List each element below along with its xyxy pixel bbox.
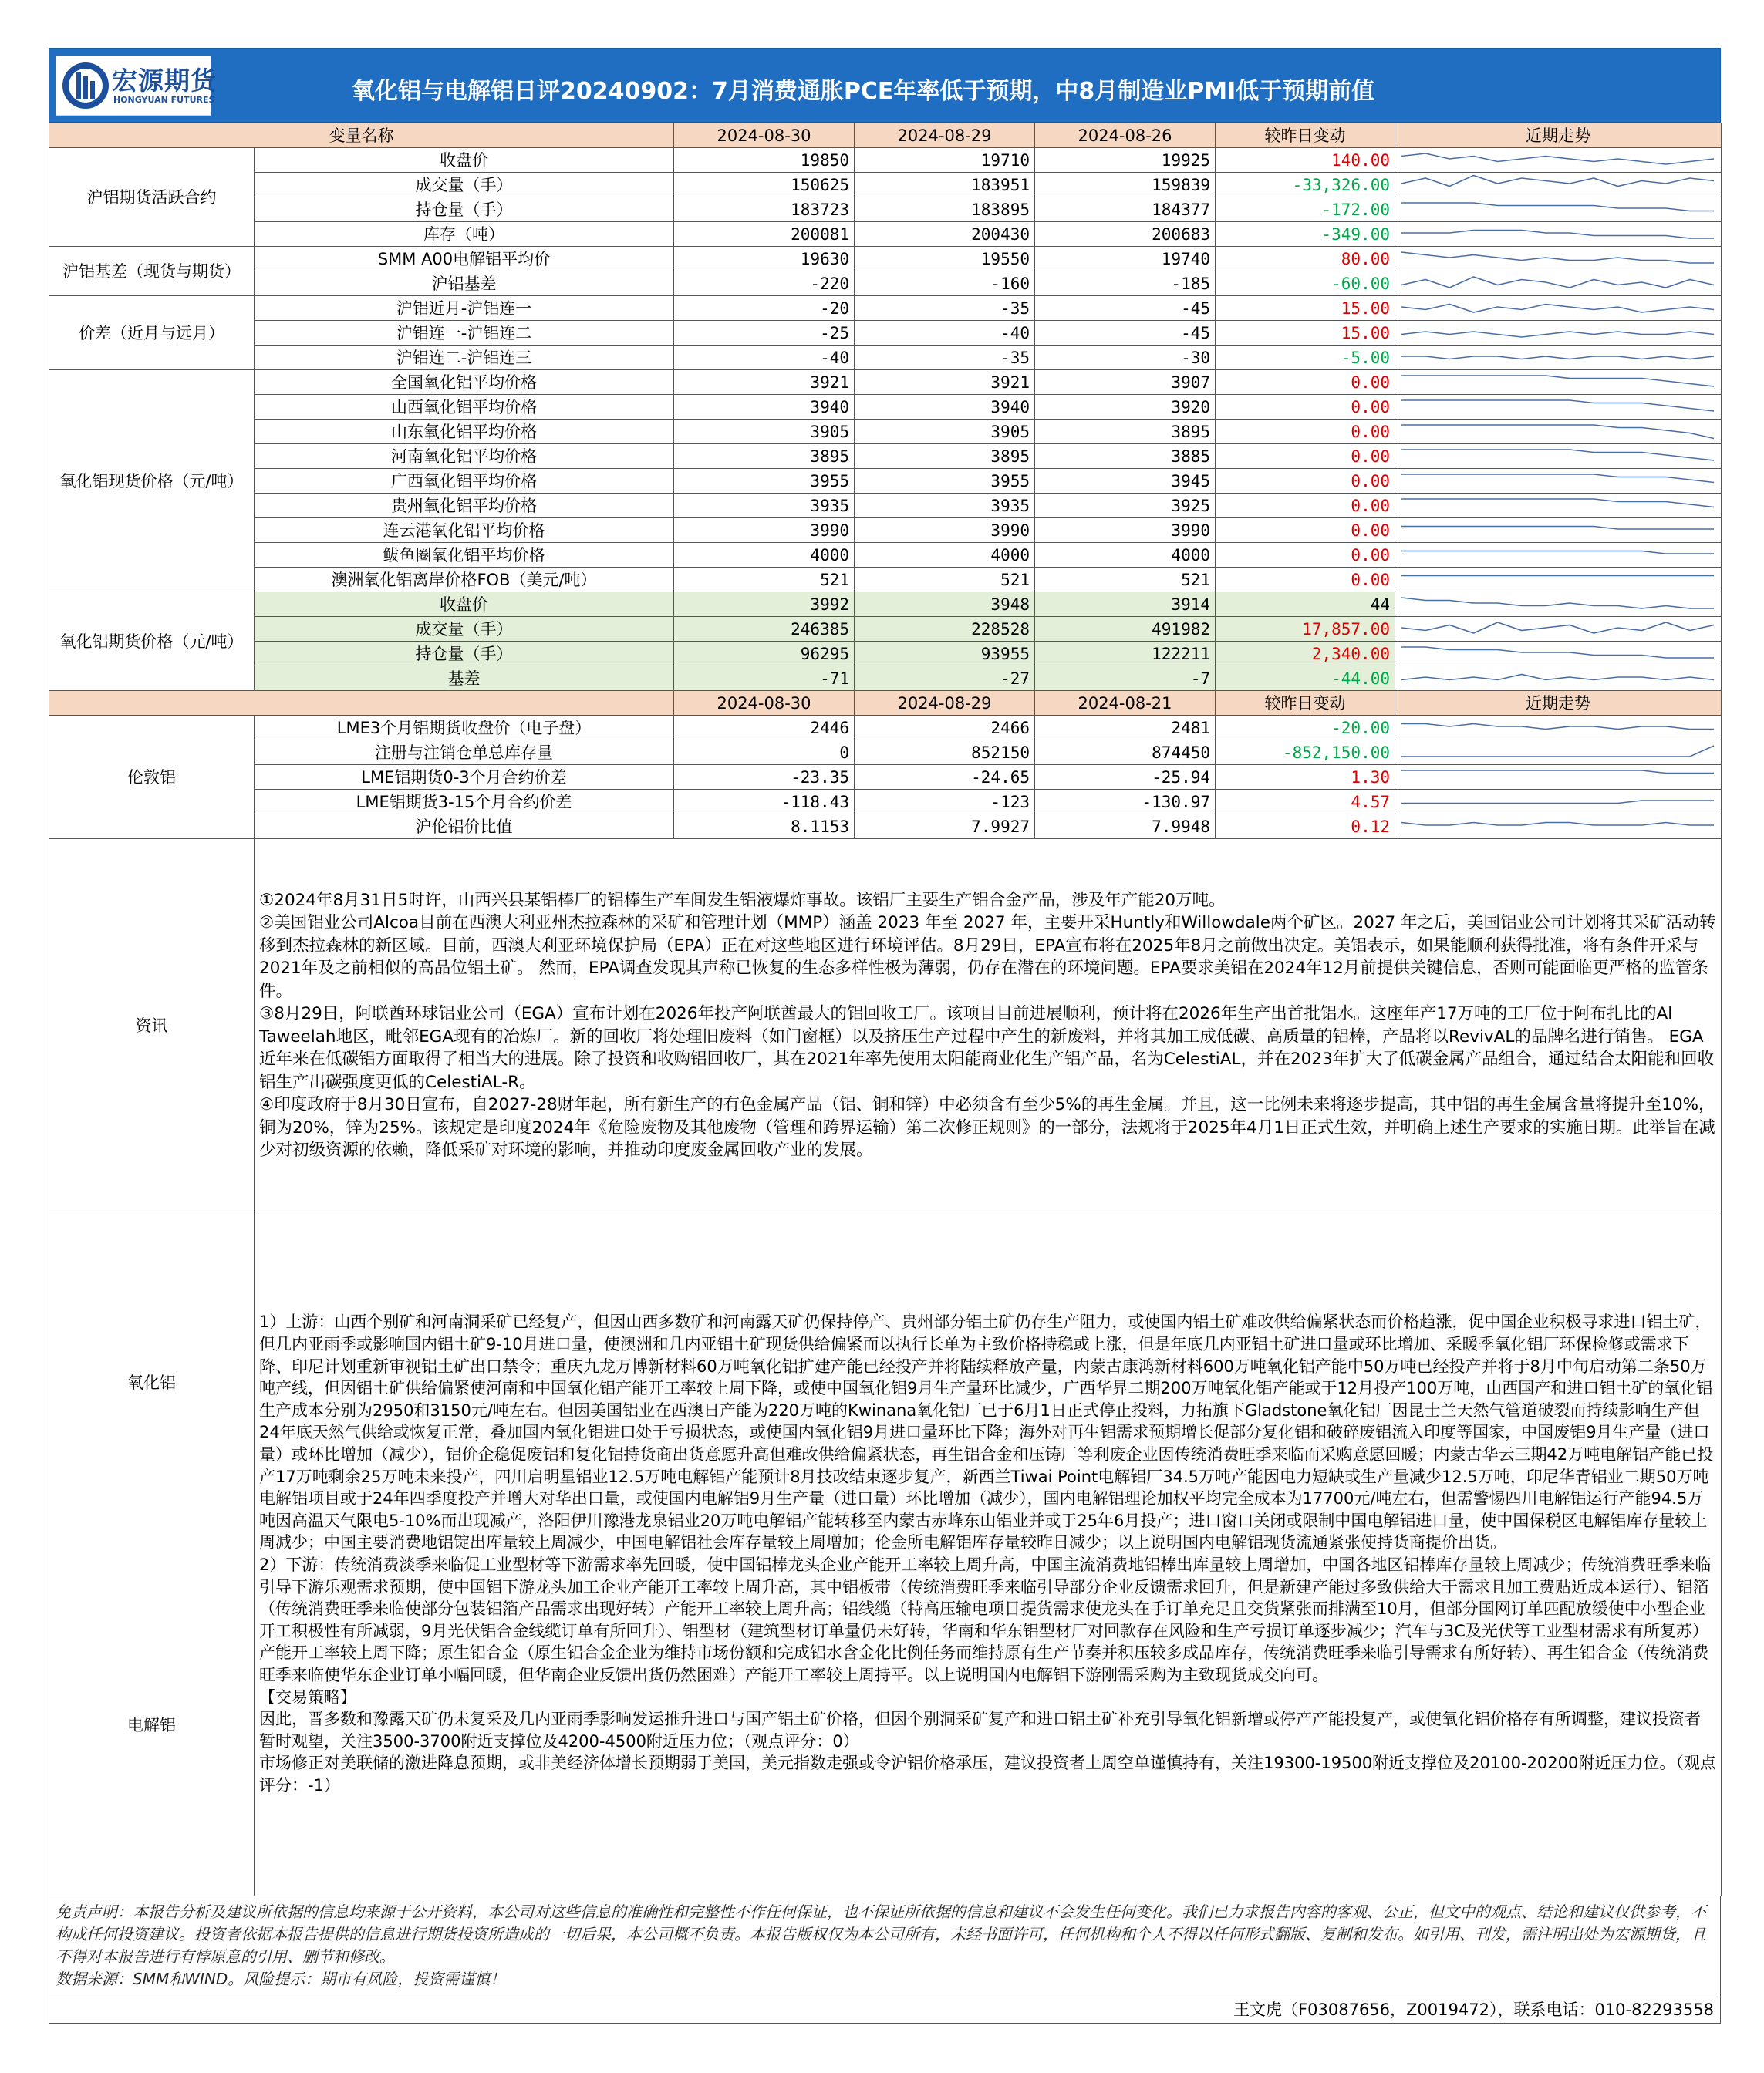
value-cell: 2481 (1035, 716, 1216, 740)
value-cell: -220 (674, 271, 855, 296)
table-row (49, 666, 1722, 691)
trend-sparkline (1395, 741, 1720, 764)
row-label: 沪伦铝价比值 (255, 814, 674, 839)
value-cell: 491982 (1035, 617, 1216, 642)
value-cell: 3885 (1035, 444, 1216, 469)
trend-sparkline (1395, 346, 1720, 369)
value-cell: 3914 (1035, 592, 1216, 617)
trend-sparkline (1395, 716, 1720, 740)
table-row (49, 444, 1722, 469)
value-cell: -71 (674, 666, 855, 691)
trend-sparkline (1395, 420, 1720, 443)
change-cell: 17,857.00 (1216, 617, 1395, 642)
row-label: 成交量（手） (255, 173, 674, 197)
value-cell: 3907 (1035, 370, 1216, 395)
trend-cell (1395, 247, 1722, 271)
row-label: 全国氧化铝平均价格 (255, 370, 674, 395)
trend-cell (1395, 395, 1722, 420)
trend-cell (1395, 346, 1722, 370)
table-row (49, 222, 1722, 247)
value-cell: 19850 (674, 148, 855, 173)
trend-cell (1395, 148, 1722, 173)
report-sheet (49, 48, 1721, 2024)
header-cell (49, 691, 674, 716)
header-cell: 较昨日变动 (1216, 123, 1395, 148)
analysis-paragraph: 市场修正对美联储的激进降息预期，或非美经济体增长预期弱于美国，美元指数走强或令沪铝价格承压，建议投资者上周空单谨慎持有，关注19300-19500附近支撑位及20100-20200附近压力位。（观点评分：-1） (259, 1754, 1716, 1795)
value-cell: 874450 (1035, 740, 1216, 765)
trend-sparkline (1395, 371, 1720, 394)
row-label: SMM A00电解铝平均价 (255, 247, 674, 271)
trend-sparkline (1395, 445, 1720, 468)
trend-sparkline (1395, 593, 1720, 616)
trend-cell (1395, 420, 1722, 444)
table-row (49, 543, 1722, 568)
trend-sparkline (1395, 667, 1720, 690)
row-group-label: 沪铝基差（现货与期货） (49, 247, 255, 296)
value-cell: 3955 (674, 469, 855, 494)
value-cell: 200430 (855, 222, 1035, 247)
row-label: 沪铝连二-沪铝连三 (255, 346, 674, 370)
analysis-content (255, 1212, 1722, 1896)
change-cell: -852,150.00 (1216, 740, 1395, 765)
logo-cn: 宏源期货 (112, 66, 217, 96)
value-cell: 19710 (855, 148, 1035, 173)
table-row (49, 247, 1722, 271)
row-label: 贵州氧化铝平均价格 (255, 494, 674, 518)
change-cell: 0.00 (1216, 395, 1395, 420)
company-logo (56, 56, 217, 116)
value-cell: -185 (1035, 271, 1216, 296)
row-label: 广西氧化铝平均价格 (255, 469, 674, 494)
value-cell: 521 (1035, 568, 1216, 592)
value-cell: -35 (855, 346, 1035, 370)
alumina-label: 氧化铝 (127, 1374, 176, 1392)
trend-cell (1395, 814, 1722, 839)
value-cell: -7 (1035, 666, 1216, 691)
trend-sparkline (1395, 396, 1720, 419)
value-cell: 3940 (674, 395, 855, 420)
analysis-labels (49, 1212, 255, 1896)
table-row (49, 642, 1722, 666)
change-cell: -33,326.00 (1216, 173, 1395, 197)
row-label: LME铝期货0-3个月合约价差 (255, 765, 674, 790)
value-cell: 3895 (1035, 420, 1216, 444)
row-label: 库存（吨） (255, 222, 674, 247)
trend-cell (1395, 321, 1722, 346)
row-label: 鲅鱼圈氧化铝平均价格 (255, 543, 674, 568)
table-row (49, 494, 1722, 518)
change-cell: 0.00 (1216, 494, 1395, 518)
row-label: 澳洲氧化铝离岸价格FOB（美元/吨） (255, 568, 674, 592)
row-group-label: 氧化铝期货价格（元/吨） (49, 592, 255, 691)
table-row (49, 814, 1722, 839)
value-cell: 2446 (674, 716, 855, 740)
trend-cell (1395, 765, 1722, 790)
value-cell: -123 (855, 790, 1035, 814)
data-source: 数据来源：SMM和WIND。风险提示：期市有风险，投资需谨慎！ (56, 1970, 506, 1988)
value-cell: 3921 (855, 370, 1035, 395)
logo-mark-icon (61, 61, 110, 110)
header-cell: 较昨日变动 (1216, 691, 1395, 716)
trend-cell (1395, 666, 1722, 691)
row-group-label: 价差（近月与远月） (49, 296, 255, 370)
value-cell: -130.97 (1035, 790, 1216, 814)
row-group-label: 伦敦铝 (49, 716, 255, 839)
value-cell: 852150 (855, 740, 1035, 765)
trend-cell (1395, 642, 1722, 666)
change-cell: 0.00 (1216, 543, 1395, 568)
value-cell: 3990 (674, 518, 855, 543)
change-cell: 80.00 (1216, 247, 1395, 271)
value-cell: 183723 (674, 197, 855, 222)
row-label: 沪铝近月-沪铝连一 (255, 296, 674, 321)
value-cell: 3955 (855, 469, 1035, 494)
trend-cell (1395, 790, 1722, 814)
change-cell: -172.00 (1216, 197, 1395, 222)
value-cell: 184377 (1035, 197, 1216, 222)
row-label: 连云港氧化铝平均价格 (255, 518, 674, 543)
table-row (49, 271, 1722, 296)
trend-sparkline (1395, 272, 1720, 295)
row-label: 持仓量（手） (255, 642, 674, 666)
trend-sparkline (1395, 470, 1720, 493)
trend-sparkline (1395, 568, 1720, 592)
trend-sparkline (1395, 174, 1720, 197)
value-cell: 7.9948 (1035, 814, 1216, 839)
trend-cell (1395, 271, 1722, 296)
trend-cell (1395, 469, 1722, 494)
analysis-paragraph: 因此，晋多数和豫露天矿仍未复采及几内亚雨季影响发运推升进口与国产铝土矿价格，但因个别洞采矿复产和进口铝土矿补充引导氧化铝新增或停产产能投复产，或使氧化铝价格存有所调整，建议投资者暂时观望，关注3500-3700附近支撑位及4200-4500附近压力位；（观点评分：0） (259, 1710, 1701, 1751)
trend-cell (1395, 444, 1722, 469)
change-cell: 0.00 (1216, 444, 1395, 469)
change-cell: -44.00 (1216, 666, 1395, 691)
value-cell: 4000 (674, 543, 855, 568)
trend-sparkline (1395, 618, 1720, 641)
trend-sparkline (1395, 494, 1720, 517)
trend-cell (1395, 543, 1722, 568)
trend-cell (1395, 568, 1722, 592)
trend-cell (1395, 173, 1722, 197)
table-row (49, 716, 1722, 740)
value-cell: -45 (1035, 321, 1216, 346)
value-cell: -118.43 (674, 790, 855, 814)
table-row (49, 518, 1722, 543)
value-cell: 521 (674, 568, 855, 592)
trend-sparkline (1395, 198, 1720, 221)
value-cell: 3990 (1035, 518, 1216, 543)
trend-sparkline (1395, 322, 1720, 345)
value-cell: 3925 (1035, 494, 1216, 518)
value-cell: 3895 (855, 444, 1035, 469)
table-row (49, 197, 1722, 222)
value-cell: 3920 (1035, 395, 1216, 420)
report-title: 氧化铝与电解铝日评20240902：7月消费通胀PCE年率低于预期，中8月制造业PMI低于预期前值 (352, 78, 1375, 105)
aluminum-label: 电解铝 (127, 1715, 176, 1734)
value-cell: 159839 (1035, 173, 1216, 197)
news-item: ①2024年8月31日5时许，山西兴县某铝棒厂的铝棒生产车间发生铝液爆炸事故。该铝厂主要生产铝合金产品，涉及年产能20万吨。 (259, 890, 1226, 910)
value-cell: -45 (1035, 296, 1216, 321)
news-content (255, 839, 1722, 1212)
row-label: 沪铝连一-沪铝连二 (255, 321, 674, 346)
trend-cell (1395, 716, 1722, 740)
report-banner (49, 48, 1721, 123)
change-cell: 44 (1216, 592, 1395, 617)
change-cell: -349.00 (1216, 222, 1395, 247)
value-cell: 3945 (1035, 469, 1216, 494)
table-header-row (49, 123, 1722, 148)
value-cell: 3905 (855, 420, 1035, 444)
value-cell: 150625 (674, 173, 855, 197)
trend-sparkline (1395, 642, 1720, 666)
value-cell: 3921 (674, 370, 855, 395)
value-cell: 122211 (1035, 642, 1216, 666)
disclaimer (49, 1896, 1721, 1997)
row-label: 收盘价 (255, 592, 674, 617)
trend-sparkline (1395, 297, 1720, 320)
logo-en: HONGYUAN FUTURES (113, 95, 215, 105)
analysis-paragraph: 【交易策略】 (259, 1687, 356, 1707)
news-item: ④印度政府于8月30日宣布，自2027-28财年起，所有新生产的有色金属产品（铝、铜和锌）中必须含有至少5%的再生金属。并且，这一比例未来将逐步提高，其中铝的再生金属含量将提升至10%，铜为20%，锌为25%。该规定是印度2024年《危险废物及其他废物（管理和跨界运输）第二次修正规则》的一部分，法规将于2025年4月1日正式生效，并明确上述生产要求的实施日期。此举旨在减少对初级资源的依赖，降低采矿对环境的影响，并推动印度废金属回收产业的发展。 (259, 1095, 1715, 1160)
table-row (49, 296, 1722, 321)
row-label: 成交量（手） (255, 617, 674, 642)
change-cell: 0.00 (1216, 420, 1395, 444)
value-cell: -24.65 (855, 765, 1035, 790)
value-cell: 3948 (855, 592, 1035, 617)
value-cell: 93955 (855, 642, 1035, 666)
row-label: 持仓量（手） (255, 197, 674, 222)
value-cell: 3990 (855, 518, 1035, 543)
value-cell: 3935 (855, 494, 1035, 518)
change-cell: 0.00 (1216, 518, 1395, 543)
trend-sparkline (1395, 544, 1720, 567)
trend-cell (1395, 222, 1722, 247)
trend-cell (1395, 494, 1722, 518)
change-cell: 4.57 (1216, 790, 1395, 814)
trend-sparkline (1395, 519, 1720, 542)
trend-sparkline (1395, 223, 1720, 246)
value-cell: 3992 (674, 592, 855, 617)
value-cell: 200081 (674, 222, 855, 247)
value-cell: 183951 (855, 173, 1035, 197)
value-cell: -160 (855, 271, 1035, 296)
row-group-label: 氧化铝现货价格（元/吨） (49, 370, 255, 592)
header-cell: 变量名称 (49, 123, 674, 148)
news-item: ②美国铝业公司Alcoa目前在西澳大利亚州杰拉森林的采矿和管理计划（MMP）涵盖 2023 年至 2027 年，主要开采Huntly和Willowdale两个矿区。2027 年之后，美国铝业公司计划将其采矿活动转移到杰拉森林的新区域。目前，西澳大利亚环境保护局（EPA）正在对这些地区进行环境评估。8月29日，EPA宣布将在2025年8月之前做出决定。美铝表示，如果能顺利获得批准，将有条件开采与2021年及之前相似的高品位铝土矿。 然而，EPA调查发现其声称已恢复的生态多样性极为薄弱，仍存在潜在的环境问题。EPA要求美铝在2024年12月前提供关键信息，否则可能面临更严格的监管条件。 (259, 913, 1716, 1001)
row-label: 收盘价 (255, 148, 674, 173)
value-cell: -40 (855, 321, 1035, 346)
analysis-paragraph: 2）下游：传统消费淡季来临促工业型材等下游需求率先回暖，使中国铝棒龙头企业产能开工率较上周升高，中国主流消费地铝棒出库量较上周增加，中国各地区铝棒库存量较上周减少；传统消费旺季来临引导下游乐观需求预期，使中国铝下游龙头加工企业产能开工率较上周升高，其中铝板带（传统消费旺季来临引导部分企业反馈需求回升，但是新建产能过多致供给大于需求且加工费贴近成本运行）、铝箔（传统消费旺季来临使部分包装铝箔产品需求出现好转）产能开工率较上周升高；铝线缆（特高压输电项目提货需求使龙头在手订单充足且交货紧张而排满至10月，但部分国网订单匹配放缓使中小型企业开工积极性有所减弱，9月光伏铝合金线缆订单有所回升）、铝型材（建筑型材订单量仍未好转，华南和华东铝型材厂对回款存在风险和生产亏损订单逐步减少；汽车与3C及光伏等工业型材需求有所复苏）产能开工率较上周下降；原生铝合金（原生铝合金企业为维持市场份额和完成铝水含金化比例任务而维持原有生产节奏并积压较多成品库存，传统消费旺季来临引导需求有所好转）、再生铝合金（传统消费旺季来临使华东企业订单小幅回暖，但华南企业反馈出货仍然困难）产能开工率较上周持平。以上说明国内电解铝下游刚需采购为主致现货成交向可。 (259, 1556, 1712, 1684)
table-row (49, 148, 1722, 173)
header-cell: 2024-08-21 (1035, 691, 1216, 716)
value-cell: 246385 (674, 617, 855, 642)
table-row (49, 592, 1722, 617)
trend-cell (1395, 740, 1722, 765)
change-cell: 140.00 (1216, 148, 1395, 173)
header-cell: 2024-08-26 (1035, 123, 1216, 148)
change-cell: 0.00 (1216, 370, 1395, 395)
table-row (49, 790, 1722, 814)
change-cell: 0.12 (1216, 814, 1395, 839)
value-cell: 3895 (674, 444, 855, 469)
value-cell: 0 (674, 740, 855, 765)
table-row (49, 740, 1722, 765)
header-cell: 2024-08-30 (674, 691, 855, 716)
table-header-row (49, 691, 1722, 716)
row-label: 河南氧化铝平均价格 (255, 444, 674, 469)
value-cell: 19550 (855, 247, 1035, 271)
table-row (49, 395, 1722, 420)
header-cell: 近期走势 (1395, 123, 1722, 148)
trend-cell (1395, 197, 1722, 222)
trend-sparkline (1395, 248, 1720, 271)
change-cell: -60.00 (1216, 271, 1395, 296)
value-cell: 96295 (674, 642, 855, 666)
trend-sparkline (1395, 149, 1720, 172)
table-row (49, 617, 1722, 642)
value-cell: 183895 (855, 197, 1035, 222)
news-label: 资讯 (49, 839, 255, 1212)
row-group-label: 沪铝期货活跃合约 (49, 148, 255, 247)
analysis-row (49, 1212, 1722, 1896)
value-cell: 7.9927 (855, 814, 1035, 839)
value-cell: -25 (674, 321, 855, 346)
table-row (49, 321, 1722, 346)
trend-cell (1395, 518, 1722, 543)
contact-footer: 王文虎（F03087656，Z0019472），联系电话：010-82293558 (49, 1997, 1721, 2024)
table-row (49, 568, 1722, 592)
row-label: 注册与注销仓单总库存量 (255, 740, 674, 765)
value-cell: 19630 (674, 247, 855, 271)
value-cell: -27 (855, 666, 1035, 691)
change-cell: -5.00 (1216, 346, 1395, 370)
change-cell: 2,340.00 (1216, 642, 1395, 666)
value-cell: 2466 (855, 716, 1035, 740)
header-cell: 2024-08-29 (855, 691, 1035, 716)
value-cell: -23.35 (674, 765, 855, 790)
table-row (49, 469, 1722, 494)
news-row (49, 839, 1722, 1212)
value-cell: -30 (1035, 346, 1216, 370)
change-cell: 0.00 (1216, 568, 1395, 592)
header-cell: 2024-08-30 (674, 123, 855, 148)
value-cell: 200683 (1035, 222, 1216, 247)
disclaimer-text: 免责声明：本报告分析及建议所依据的信息均来源于公开资料，本公司对这些信息的准确性和完整性不作任何保证，也不保证所依据的信息和建议不会发生任何变化。我们已力求报告内容的客观、公正，但文中的观点、结论和建议仅供参考，不构成任何投资建议。投资者依据本报告提供的信息进行期货投资所造成的一切后果，本公司概不负责。本报告版权仅为本公司所有，未经书面许可，任何机构和个人不得以任何形式翻版、复制和发布。如引用、刊发，需注明出处为宏源期货，且不得对本报告进行有悖原意的引用、删节和修改。 (56, 1903, 1706, 1966)
value-cell: 3905 (674, 420, 855, 444)
trend-sparkline (1395, 790, 1720, 814)
change-cell: -20.00 (1216, 716, 1395, 740)
table-row (49, 420, 1722, 444)
trend-sparkline (1395, 815, 1720, 838)
change-cell: 0.00 (1216, 469, 1395, 494)
table-row (49, 370, 1722, 395)
row-label: 沪铝基差 (255, 271, 674, 296)
trend-cell (1395, 296, 1722, 321)
analysis-paragraph: 1）上游：山西个别矿和河南洞采矿已经复产，但因山西多数矿和河南露天矿仍保持停产、贵州部分铝土矿仍存生产阻力，或使国内铝土矿难改供给偏紧状态而价格趋涨，促中国企业积极寻求进口铝土矿，但几内亚雨季或影响国内铝土矿9-10月进口量，使澳洲和几内亚铝土矿现货供给偏紧而以执行长单为主致价格持稳或上涨，但是年底几内亚铝土矿进口量或环比增加、采暖季氧化铝厂环保检修或需求下降、印尼计划重新审视铝土矿出口禁令；重庆九龙万博新材料60万吨氧化铝扩建产能已经投产并将陆续释放产量，内蒙古康鸿新材料600万吨氧化铝产能中50万吨已经投产并将于8月中旬启动第二条50万吨产线，但因铝土矿供给偏紧使河南和中国氧化铝产能开工率较上周下降，或使中国氧化铝9月生产量环比减少，广西华昇二期200万吨氧化铝产能或于12月投产100万吨，山西国产和进口铝土矿的氧化铝生产成本分别为2950和3150元/吨左右。但因美国铝业在西澳日产能为220万吨的Kwinana氧化铝厂已于6月1日正式停止投料，力拓旗下Gladstone氧化铝厂因昆士兰天然气管道破裂而持续影响生产但24年底天然气供给或恢复正常，叠加国内氧化铝进口处于亏损状态，或使国内氧化铝9月进口量环比下降；海外对再生铝需求预期增长促部分复化铝和破碎废铝流入印度等国家，中国废铝9月生产量（进口量）或环比增加（减少），铝价企稳促废铝和复化铝持货商出货意愿升高但难改供给偏紧状态，再生铝合金和压铸厂等利废企业因传统消费旺季来临而采购意愿回暖；内蒙古华云三期42万吨电解铝产能已投产17万吨剩余25万吨未来投产，四川启明星铝业12.5万吨电解铝产能预计8月技改结束逐步复产，新西兰Tiwai Point电解铝厂34.5万吨产能因电力短缺或生产量减少12.5万吨，印尼华青铝业二期50万吨电解铝项目或于24年四季度投产并增大对华出口量，或使国内电解铝9月生产量（进口量）环比增加（减少），国内电解铝理论加权平均完全成本为17700元/吨左右，但需警惕四川电解铝运行产能94.5万吨因高温天气限电5-10%而出现减产，洛阳伊川豫港龙泉铝业20万吨电解铝产能转移至内蒙古赤峰东山铝业并或于25年6月投产；进口窗口关闭或限制中国电解铝进口量，使中国保税区电解铝库存量较上周减少；中国主要消费地铝锭出库量较上周减少，中国电解铝社会库存量较上周增加；伦金所电解铝库存量较昨日减少；以上说明国内电解铝现货流通紧张使持货商提价出货。 (259, 1313, 1714, 1552)
row-label: LME铝期货3-15个月合约价差 (255, 790, 674, 814)
value-cell: 521 (855, 568, 1035, 592)
header-cell: 2024-08-29 (855, 123, 1035, 148)
value-cell: 4000 (855, 543, 1035, 568)
value-cell: -35 (855, 296, 1035, 321)
value-cell: -40 (674, 346, 855, 370)
value-cell: 3940 (855, 395, 1035, 420)
value-cell: -25.94 (1035, 765, 1216, 790)
value-cell: -20 (674, 296, 855, 321)
trend-sparkline (1395, 766, 1720, 789)
change-cell: 1.30 (1216, 765, 1395, 790)
trend-cell (1395, 370, 1722, 395)
trend-cell (1395, 617, 1722, 642)
value-cell: 19925 (1035, 148, 1216, 173)
table-row (49, 173, 1722, 197)
value-cell: 19740 (1035, 247, 1216, 271)
data-table (49, 123, 1722, 1896)
row-label: 山东氧化铝平均价格 (255, 420, 674, 444)
row-label: 山西氧化铝平均价格 (255, 395, 674, 420)
value-cell: 8.1153 (674, 814, 855, 839)
trend-cell (1395, 592, 1722, 617)
table-row (49, 346, 1722, 370)
value-cell: 3935 (674, 494, 855, 518)
row-label: 基差 (255, 666, 674, 691)
row-label: LME3个月铝期货收盘价（电子盘） (255, 716, 674, 740)
news-item: ③8月29日，阿联酋环球铝业公司（EGA）宣布计划在2026年投产阿联酋最大的铝回收工厂。该项目目前进展顺利，预计将在2026年生产出首批铝水。这座年产17万吨的工厂位于阿布扎比的Al Taweelah地区，毗邻EGA现有的冶炼厂。新的回收厂将处理旧废料（如门窗框）以及挤压生产过程中产生的新废料，并将其加工成低碳、高质量的铝棒，产品将以RevivAL的品牌名进行销售。 EGA近年来在低碳铝方面取得了相当大的进展。除了投资和收购铝回收厂，其在2021年率先使用太阳能商业化生产铝产品，名为CelestiAL，并在2023年扩大了低碳金属产品组合，通过结合太阳能和回收铝生产出碳强度更低的CelestiAL-R。 (259, 1004, 1715, 1092)
header-cell: 近期走势 (1395, 691, 1722, 716)
change-cell: 15.00 (1216, 321, 1395, 346)
value-cell: 4000 (1035, 543, 1216, 568)
table-row (49, 765, 1722, 790)
value-cell: 228528 (855, 617, 1035, 642)
change-cell: 15.00 (1216, 296, 1395, 321)
